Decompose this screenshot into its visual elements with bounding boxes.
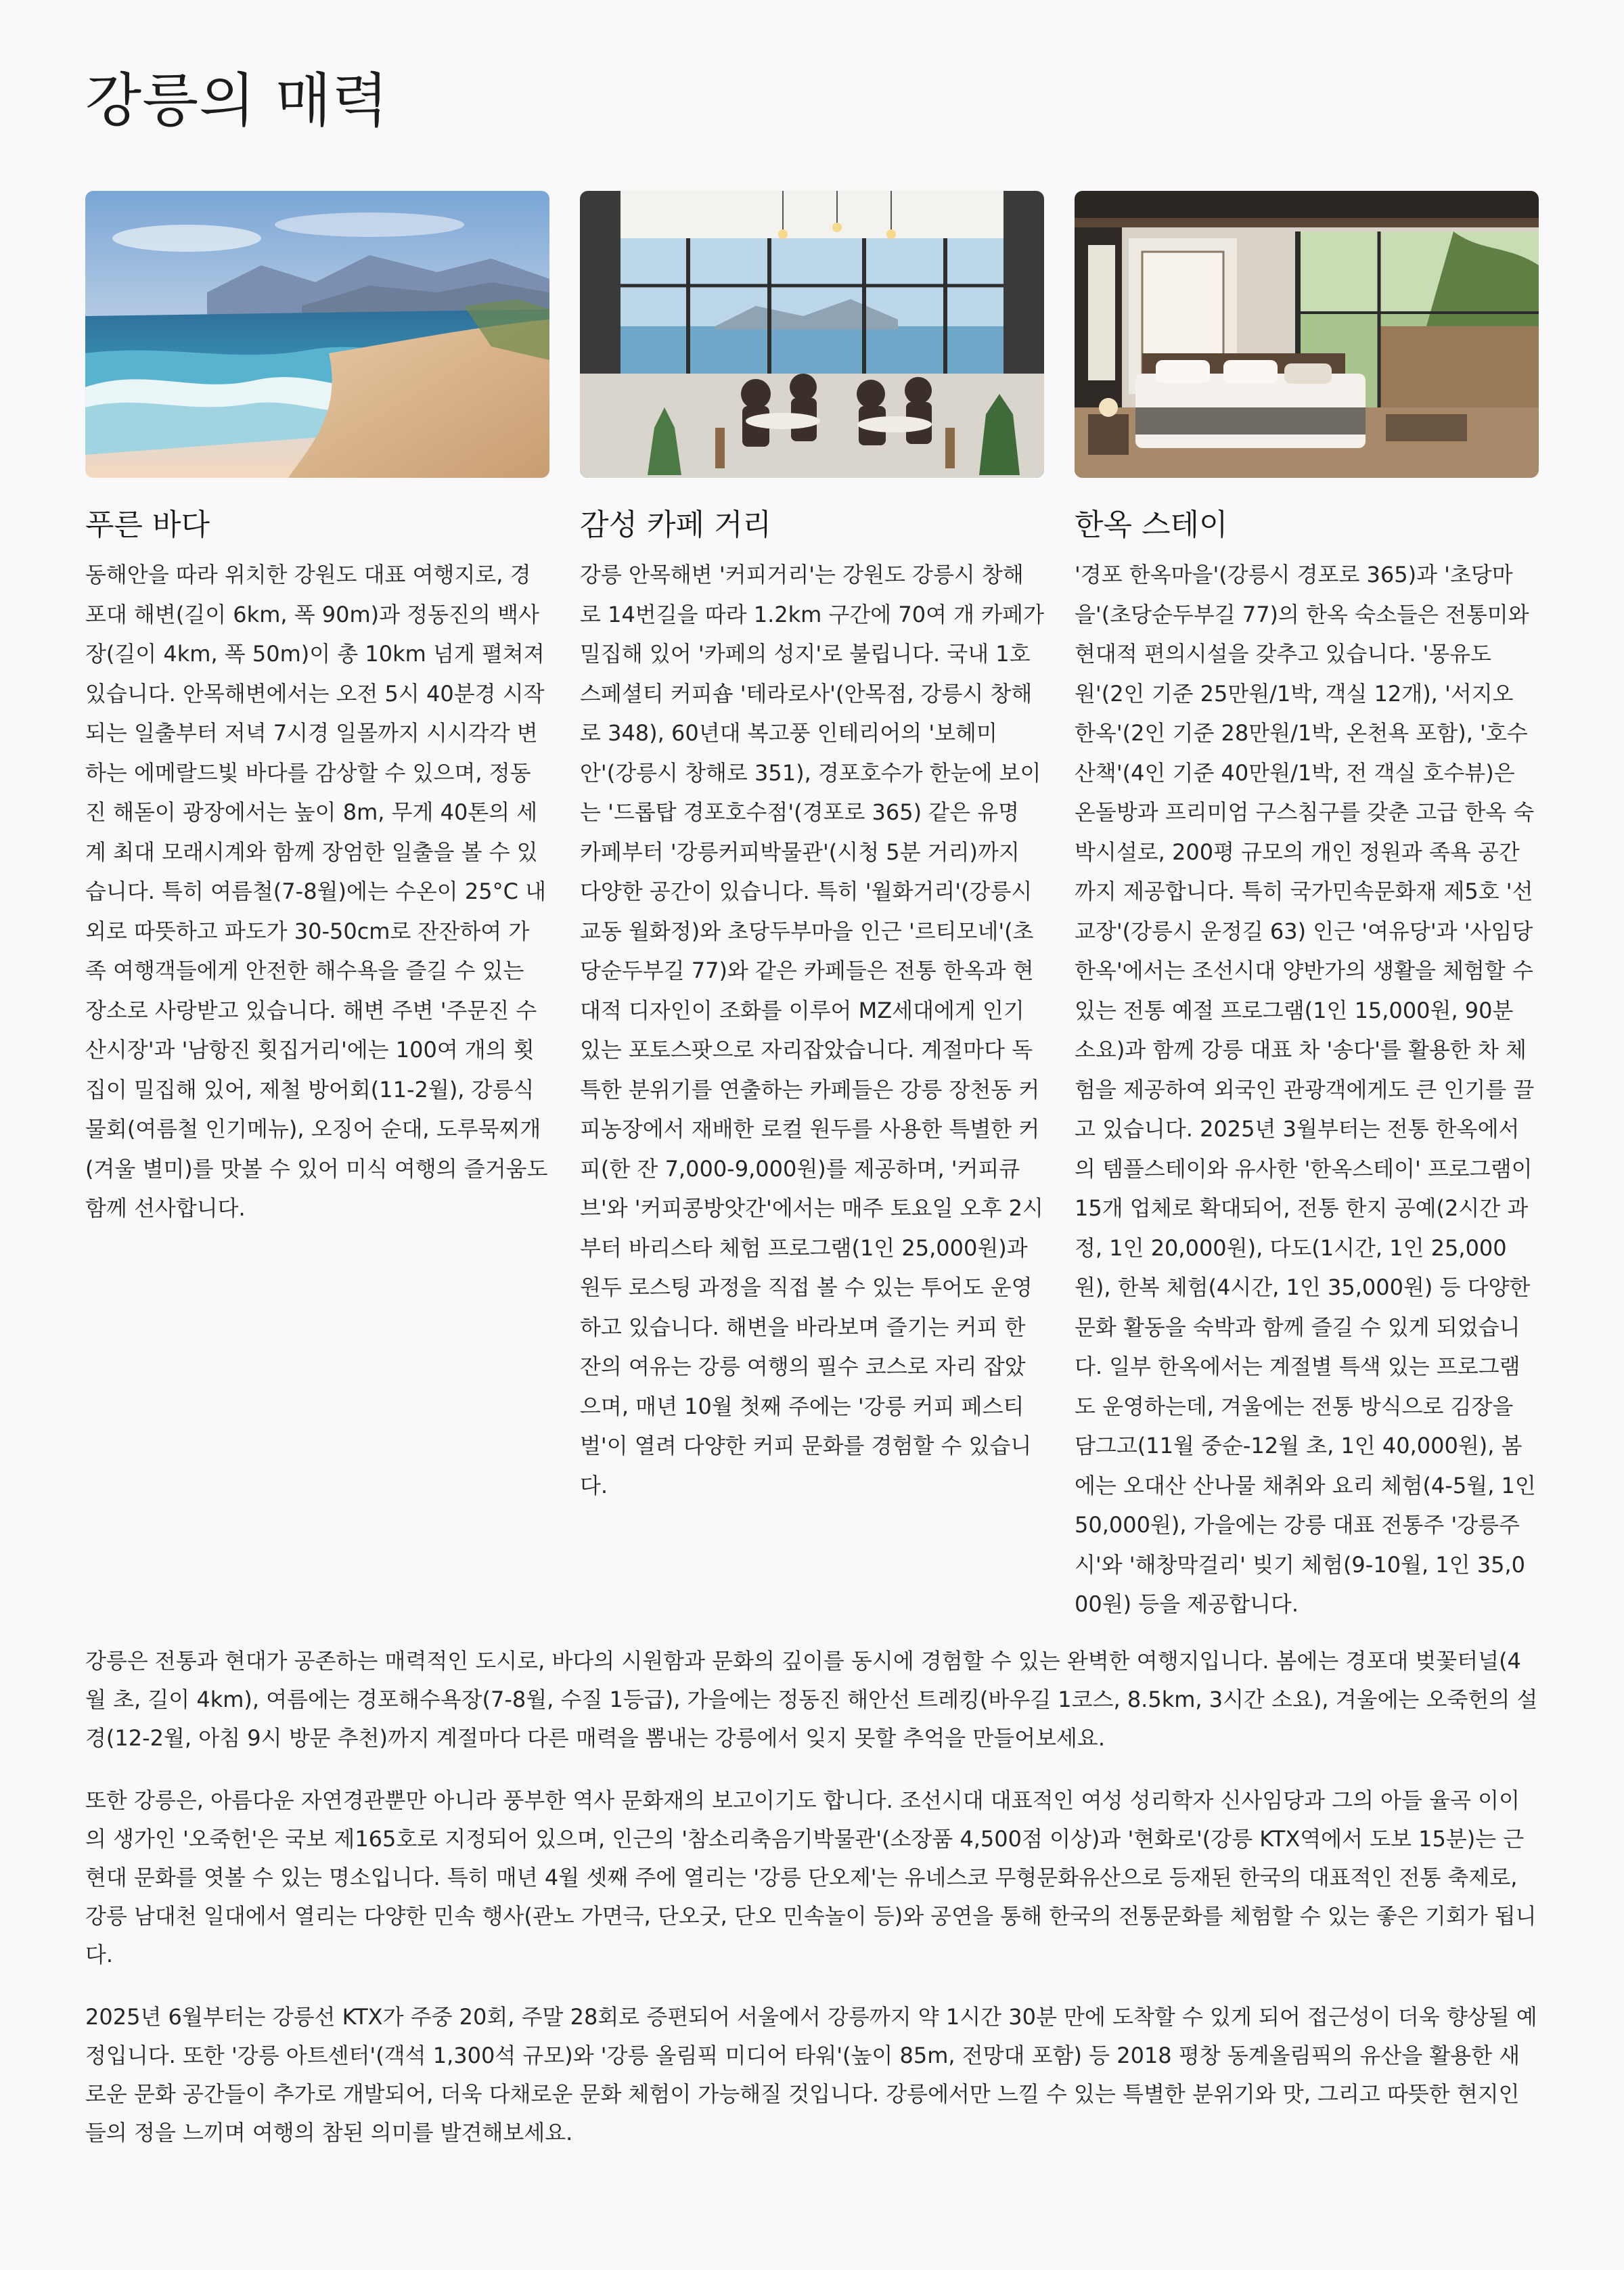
beach-image [85, 191, 549, 478]
card-text: 동해안을 따라 위치한 강원도 대표 여행지로, 경포대 해변(길이 6km, 폭 90m)과 정동진의 백사장(길이 4km, 폭 50m)이 총 10km 넘게 펼쳐져 있습니다. 안목해변에서는 오전 5시 40분경 시작되는 일출부터 저녁 7시경 일몰까지 시시각각 변하는 에메랄드빛 바다를 감상할 수 있으며, 정동진 해돋이 광장에서는 높이 8m, 무게 40톤의 세계 최대 모래시계와 함께 장엄한 일출을 볼 수 있습니다. 특히 여름철(7-8월)에는 수온이 25°C 내외로 따뜻하고 파도가 30-50cm로 잔잔하여 가족 여행객들에게 안전한 해수욕을 즐길 수 있는 장소로 사랑받고 있습니다. 해변 주변 '주문진 수산시장'과 '남항진 횟집거리'에는 100여 개의 횟집이 밀집해 있어, 제철 방어회(11-2월), 강릉식 물회(여름철 인기메뉴), 오징어 순대, 도루묵찌개(겨울 별미)를 맛볼 수 있어 미식 여행의 즐거움도 함께 선사합니다. [85, 562, 548, 1221]
body-paragraphs [85, 1642, 1539, 2152]
paragraph: 2025년 6월부터는 강릉선 KTX가 주중 20회, 주말 28회로 증편되어 서울에서 강릉까지 약 1시간 30분 만에 도착할 수 있게 되어 접근성이 더욱 향상될 예정입니다. 또한 '강릉 아트센터'(객석 1,300석 규모)와 '강릉 올림픽 미디어 타워'(높이 85m, 전망대 포함) 등 2018 평창 동계올림픽의 유산을 활용한 새로운 문화 공간들이 추가로 개발되어, 더욱 다채로운 문화 체험이 가능해질 것입니다. 강릉에서만 느낄 수 있는 특별한 분위기와 맛, 그리고 따뜻한 현지인들의 정을 느끼며 여행의 참된 의미를 발견해보세요. [85, 2003, 1537, 2145]
beach-illustration [85, 191, 549, 478]
cafe-image [580, 191, 1044, 478]
card-text: '경포 한옥마을'(강릉시 경포로 365)과 '초당마을'(초당순두부길 77)의 한옥 숙소들은 전통미와 현대적 편의시설을 갖추고 있습니다. '몽유도원'(2인 기준 25만원/1박, 객실 12개), '서지오 한옥'(2인 기준 28만원/1박, 온천욕 포함), '호수산책'(4인 기준 40만원/1박, 전 객실 호수뷰)은 온돌방과 프리미엄 구스침구를 갖춘 고급 한옥 숙박시설로, 200평 규모의 개인 정원과 족욕 공간까지 제공합니다. 특히 국가민속문화재 제5호 '선교장'(강릉시 운정길 63) 인근 '여유당'과 '사임당 한옥'에서는 조선시대 양반가의 생활을 체험할 수 있는 전통 예절 프로그램(1인 15,000원, 90분 소요)과 함께 강릉 대표 차 '송다'를 활용한 차 체험을 제공하여 외국인 관광객에게도 큰 인기를 끌고 있습니다. 2025년 3월부터는 전통 한옥에서의 템플스테이와 유사한 '한옥스테이' 프로그램이 15개 업체로 확대되어, 전통 한지 공예(2시간 과정, 1인 20,000원), 다도(1시간, 1인 25,000원), 한복 체험(4시간, 1인 35,000원) 등 다양한 문화 활동을 숙박과 함께 즐길 수 있게 되었습니다. 일부 한옥에서는 계절별 특색 있는 프로그램도 운영하는데, 겨울에는 전통 방식으로 김장을 담그고(11월 중순-12월 초, 1인 40,000원), 봄에는 오대산 산나물 채취와 요리 체험(4-5월, 1인 50,000원), 가을에는 강릉 대표 전통주 '강릉주시'와 '해창막걸리' 빚기 체험(9-10월, 1인 35,000원) 등을 제공합니다. [1075, 562, 1536, 1617]
card-blue-sea [85, 191, 549, 1624]
paragraph: 강릉은 전통과 현대가 공존하는 매력적인 도시로, 바다의 시원함과 문화의 깊이를 동시에 경험할 수 있는 완벽한 여행지입니다. 봄에는 경포대 벚꽃터널(4월 초, 길이 4km), 여름에는 경포해수욕장(7-8월, 수질 1등급), 가을에는 정동진 해안선 트레킹(바우길 1코스, 8.5km, 3시간 소요), 겨울에는 오죽헌의 설경(12-2월, 아침 9시 방문 추천)까지 계절마다 다른 매력을 뽐내는 강릉에서 잊지 못할 추억을 만들어보세요. [85, 1647, 1538, 1751]
cafe-illustration [580, 191, 1044, 478]
page-title: 강릉의 매력 [85, 67, 389, 135]
card-title: 푸른 바다 [85, 508, 210, 542]
card-title: 감성 카페 거리 [580, 508, 771, 542]
paragraph: 또한 강릉은, 아름다운 자연경관뿐만 아니라 풍부한 역사 문화재의 보고이기도 합니다. 조선시대 대표적인 여성 성리학자 신사임당과 그의 아들 율곡 이이의 생가인 '오죽헌'은 국보 제165호로 지정되어 있으며, 인근의 '참소리축음기박물관'(소장품 4,500점 이상)과 '현화로'(강릉 KTX역에서 도보 15분)는 근현대 문화를 엿볼 수 있는 명소입니다. 특히 매년 4월 셋째 주에 열리는 '강릉 단오제'는 유네스코 무형문화유산으로 등재된 한국의 대표적인 전통 축제로, 강릉 남대천 일대에서 열리는 다양한 민속 행사(관노 가면극, 단오굿, 단오 민속놀이 등)와 공연을 통해 한국의 전통문화를 체험할 수 있는 좋은 기회가 됩니다. [85, 1787, 1537, 1967]
hanok-illustration [1075, 191, 1539, 478]
card-cafe-street [580, 191, 1044, 1624]
card-title: 한옥 스테이 [1075, 508, 1228, 542]
card-text: 강릉 안목해변 '커피거리'는 강원도 강릉시 창해로 14번길을 따라 1.2km 구간에 70여 개 카페가 밀집해 있어 '카페의 성지'로 불립니다. 국내 1호 스페셜티 커피숍 '테라로사'(안목점, 강릉시 창해로 348), 60년대 복고풍 인테리어의 '보헤미안'(강릉시 창해로 351), 경포호수가 한눈에 보이는 '드롭탑 경포호수점'(경포로 365) 같은 유명 카페부터 '강릉커피박물관'(시청 5분 거리)까지 다양한 공간이 있습니다. 특히 '월화거리'(강릉시 교동 월화정)와 초당두부마을 인근 '르티모네'(초당순두부길 77)와 같은 카페들은 전통 한옥과 현대적 디자인이 조화를 이루어 MZ세대에게 인기 있는 포토스팟으로 자리잡았습니다. 계절마다 독특한 분위기를 연출하는 카페들은 강릉 장천동 커피농장에서 재배한 로컬 원두를 사용한 특별한 커피(한 잔 7,000-9,000원)를 제공하며, '커피큐브'와 '커피콩방앗간'에서는 매주 토요일 오후 2시부터 바리스타 체험 프로그램(1인 25,000원)과 원두 로스팅 과정을 직접 볼 수 있는 투어도 운영하고 있습니다. 해변을 바라보며 즐기는 커피 한 잔의 여유는 강릉 여행의 필수 코스로 자리 잡았으며, 매년 10월 첫째 주에는 '강릉 커피 페스티벌'이 열려 다양한 커피 문화를 경험할 수 있습니다. [580, 562, 1045, 1498]
card-hanok-stay [1075, 191, 1539, 1624]
hanok-image [1075, 191, 1539, 478]
card-grid [85, 191, 1539, 1624]
